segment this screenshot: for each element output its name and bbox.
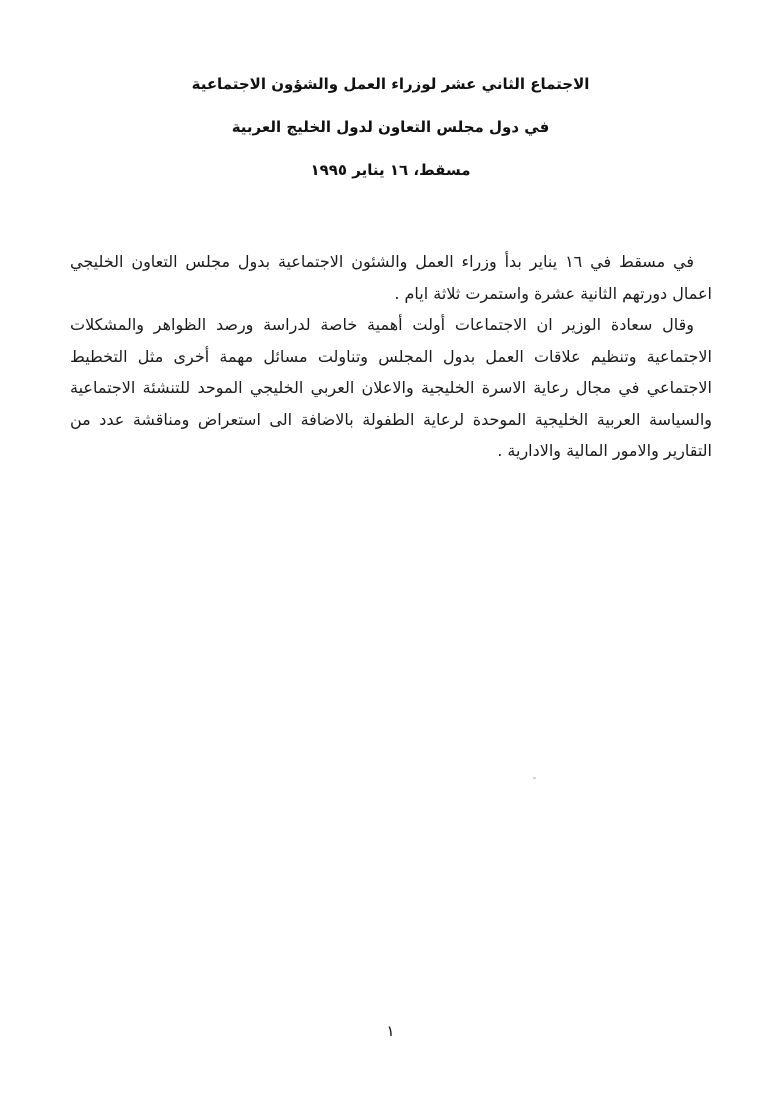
paragraph-1 (70, 246, 712, 309)
paragraph-2 (70, 309, 712, 467)
body-line: اعمال دورتهم الثانية عشرة واستمرت ثلاثة ايام . (394, 283, 712, 303)
body-line: والسياسة العربية الخليجية الموحدة لرعاية الطفولة بالاضافة الى استعراض ومناقشة عدد من (70, 409, 712, 429)
body-line: التقارير والامور المالية والادارية . (497, 441, 712, 460)
page-number: ١ (386, 1022, 395, 1040)
body-line: في مسقط في ١٦ يناير بدأ وزراء العمل والشئون الاجتماعية بدول مجلس التعاون الخليجي (70, 252, 694, 271)
document-body (70, 246, 712, 467)
body-line: وقال سعادة الوزير ان الاجتماعات أولت أهمية خاصة لدراسة ورصد الظواهر والمشكلات (70, 315, 694, 334)
title-line-2: في دول مجلس التعاون لدول الخليج العربية (231, 118, 550, 136)
page-footer (0, 1021, 781, 1040)
title-line-3-date: مسقط، ١٦ يناير ١٩٩٥ (310, 161, 471, 179)
scan-artifact-dot (533, 777, 536, 779)
document-title (0, 74, 781, 203)
body-line: الاجتماعي في مجال رعاية الاسرة الخليجية والاعلان العربي الخليجي الموحد للتنشئة الاجتماعية (70, 378, 712, 397)
body-line: الاجتماعية وتنظيم علاقات العمل بدول المجلس وتناولت مسائل مهمة أخرى مثل التخطيط (70, 346, 712, 366)
title-line-1: الاجتماع الثاني عشر لوزراء العمل والشؤون الاجتماعية (191, 75, 590, 93)
